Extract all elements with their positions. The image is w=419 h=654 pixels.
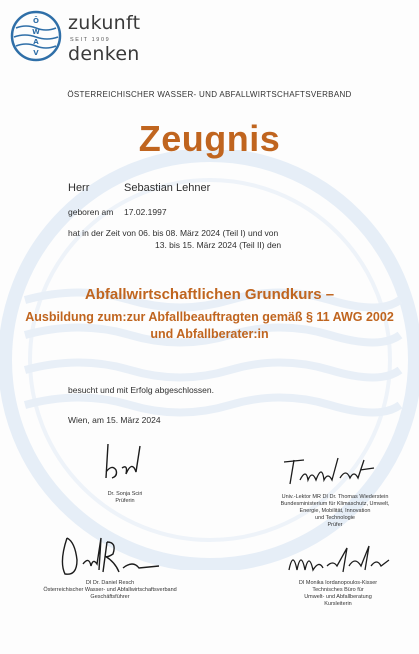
course-subtitle: Ausbildung zum:zur Abfallbeauftragten gemäß § 11 AWG 2002 bbox=[25, 310, 394, 324]
period-line1: hat in der Zeit von 06. bis 08. März 2024 (Teil I) und von bbox=[68, 228, 279, 238]
signer-4-name: DI Monika Iordanopoulos-Kisser bbox=[298, 580, 378, 586]
organization-name: ÖSTERREICHISCHER WASSER- UND ABFALLWIRTSCHAFTSVERBAND bbox=[67, 90, 352, 99]
signer-1-role: Prüferin bbox=[115, 498, 135, 504]
place-date: Wien, am 15. März 2024 bbox=[68, 415, 161, 425]
salutation: Herr bbox=[68, 182, 90, 194]
signer-2-role3: und Technologie bbox=[315, 515, 355, 521]
logo-line2: denken bbox=[68, 43, 140, 65]
recipient-name: Sebastian Lehner bbox=[124, 182, 211, 194]
logo-line1: zukunft bbox=[68, 12, 141, 34]
course-title: Abfallwirtschaftlichen Grundkurs – bbox=[84, 286, 335, 303]
born-date: 17.02.1997 bbox=[124, 207, 167, 217]
signer-4-role2: Umwelt- und Abfallberatung bbox=[304, 594, 372, 600]
oewav-emblem-icon bbox=[10, 10, 62, 62]
logo-since: SEIT 1909 bbox=[70, 37, 111, 43]
period-line2: 13. bis 15. März 2024 (Teil II) den bbox=[155, 240, 282, 250]
signer-3-role1: Österreichischer Wasser- und Abfallwirtschaftsverband bbox=[43, 587, 177, 593]
signature-resch bbox=[55, 532, 165, 580]
completion-text: besucht und mit Erfolg abgeschlossen. bbox=[68, 385, 215, 395]
svg-text:W: W bbox=[32, 28, 40, 36]
signer-3-name: DI Dr. Daniel Resch bbox=[85, 580, 135, 586]
signer-1-name: Dr. Sonja Sciri bbox=[107, 491, 143, 497]
svg-text:Ö: Ö bbox=[33, 17, 39, 25]
signer-3-role2: Geschäftsführer bbox=[90, 594, 130, 600]
signature-sciri bbox=[98, 438, 158, 486]
signer-4-role1: Technisches Büro für bbox=[312, 587, 364, 593]
svg-text:A: A bbox=[33, 38, 39, 46]
signer-2-role4: Prüfer bbox=[327, 522, 343, 528]
signer-2-role2: Energie, Mobilität, Innovation bbox=[299, 508, 371, 514]
page-title: Zeugnis bbox=[138, 118, 281, 159]
signer-2-name: Univ.-Lektor MR DI Dr. Thomas Wiederstein bbox=[281, 494, 389, 500]
signature-iordanopoulos bbox=[285, 540, 395, 580]
svg-text:V: V bbox=[33, 49, 39, 57]
course-subtitle-2: und Abfallberater:in bbox=[150, 327, 269, 341]
signer-2-role1: Bundesministerium für Klimaschutz, Umwelt, bbox=[280, 501, 390, 507]
signature-wiederstein bbox=[280, 450, 380, 490]
oewav-logo bbox=[10, 10, 160, 70]
born-label: geboren am bbox=[68, 207, 114, 217]
signer-4-role3: Kursleiterin bbox=[324, 601, 352, 607]
